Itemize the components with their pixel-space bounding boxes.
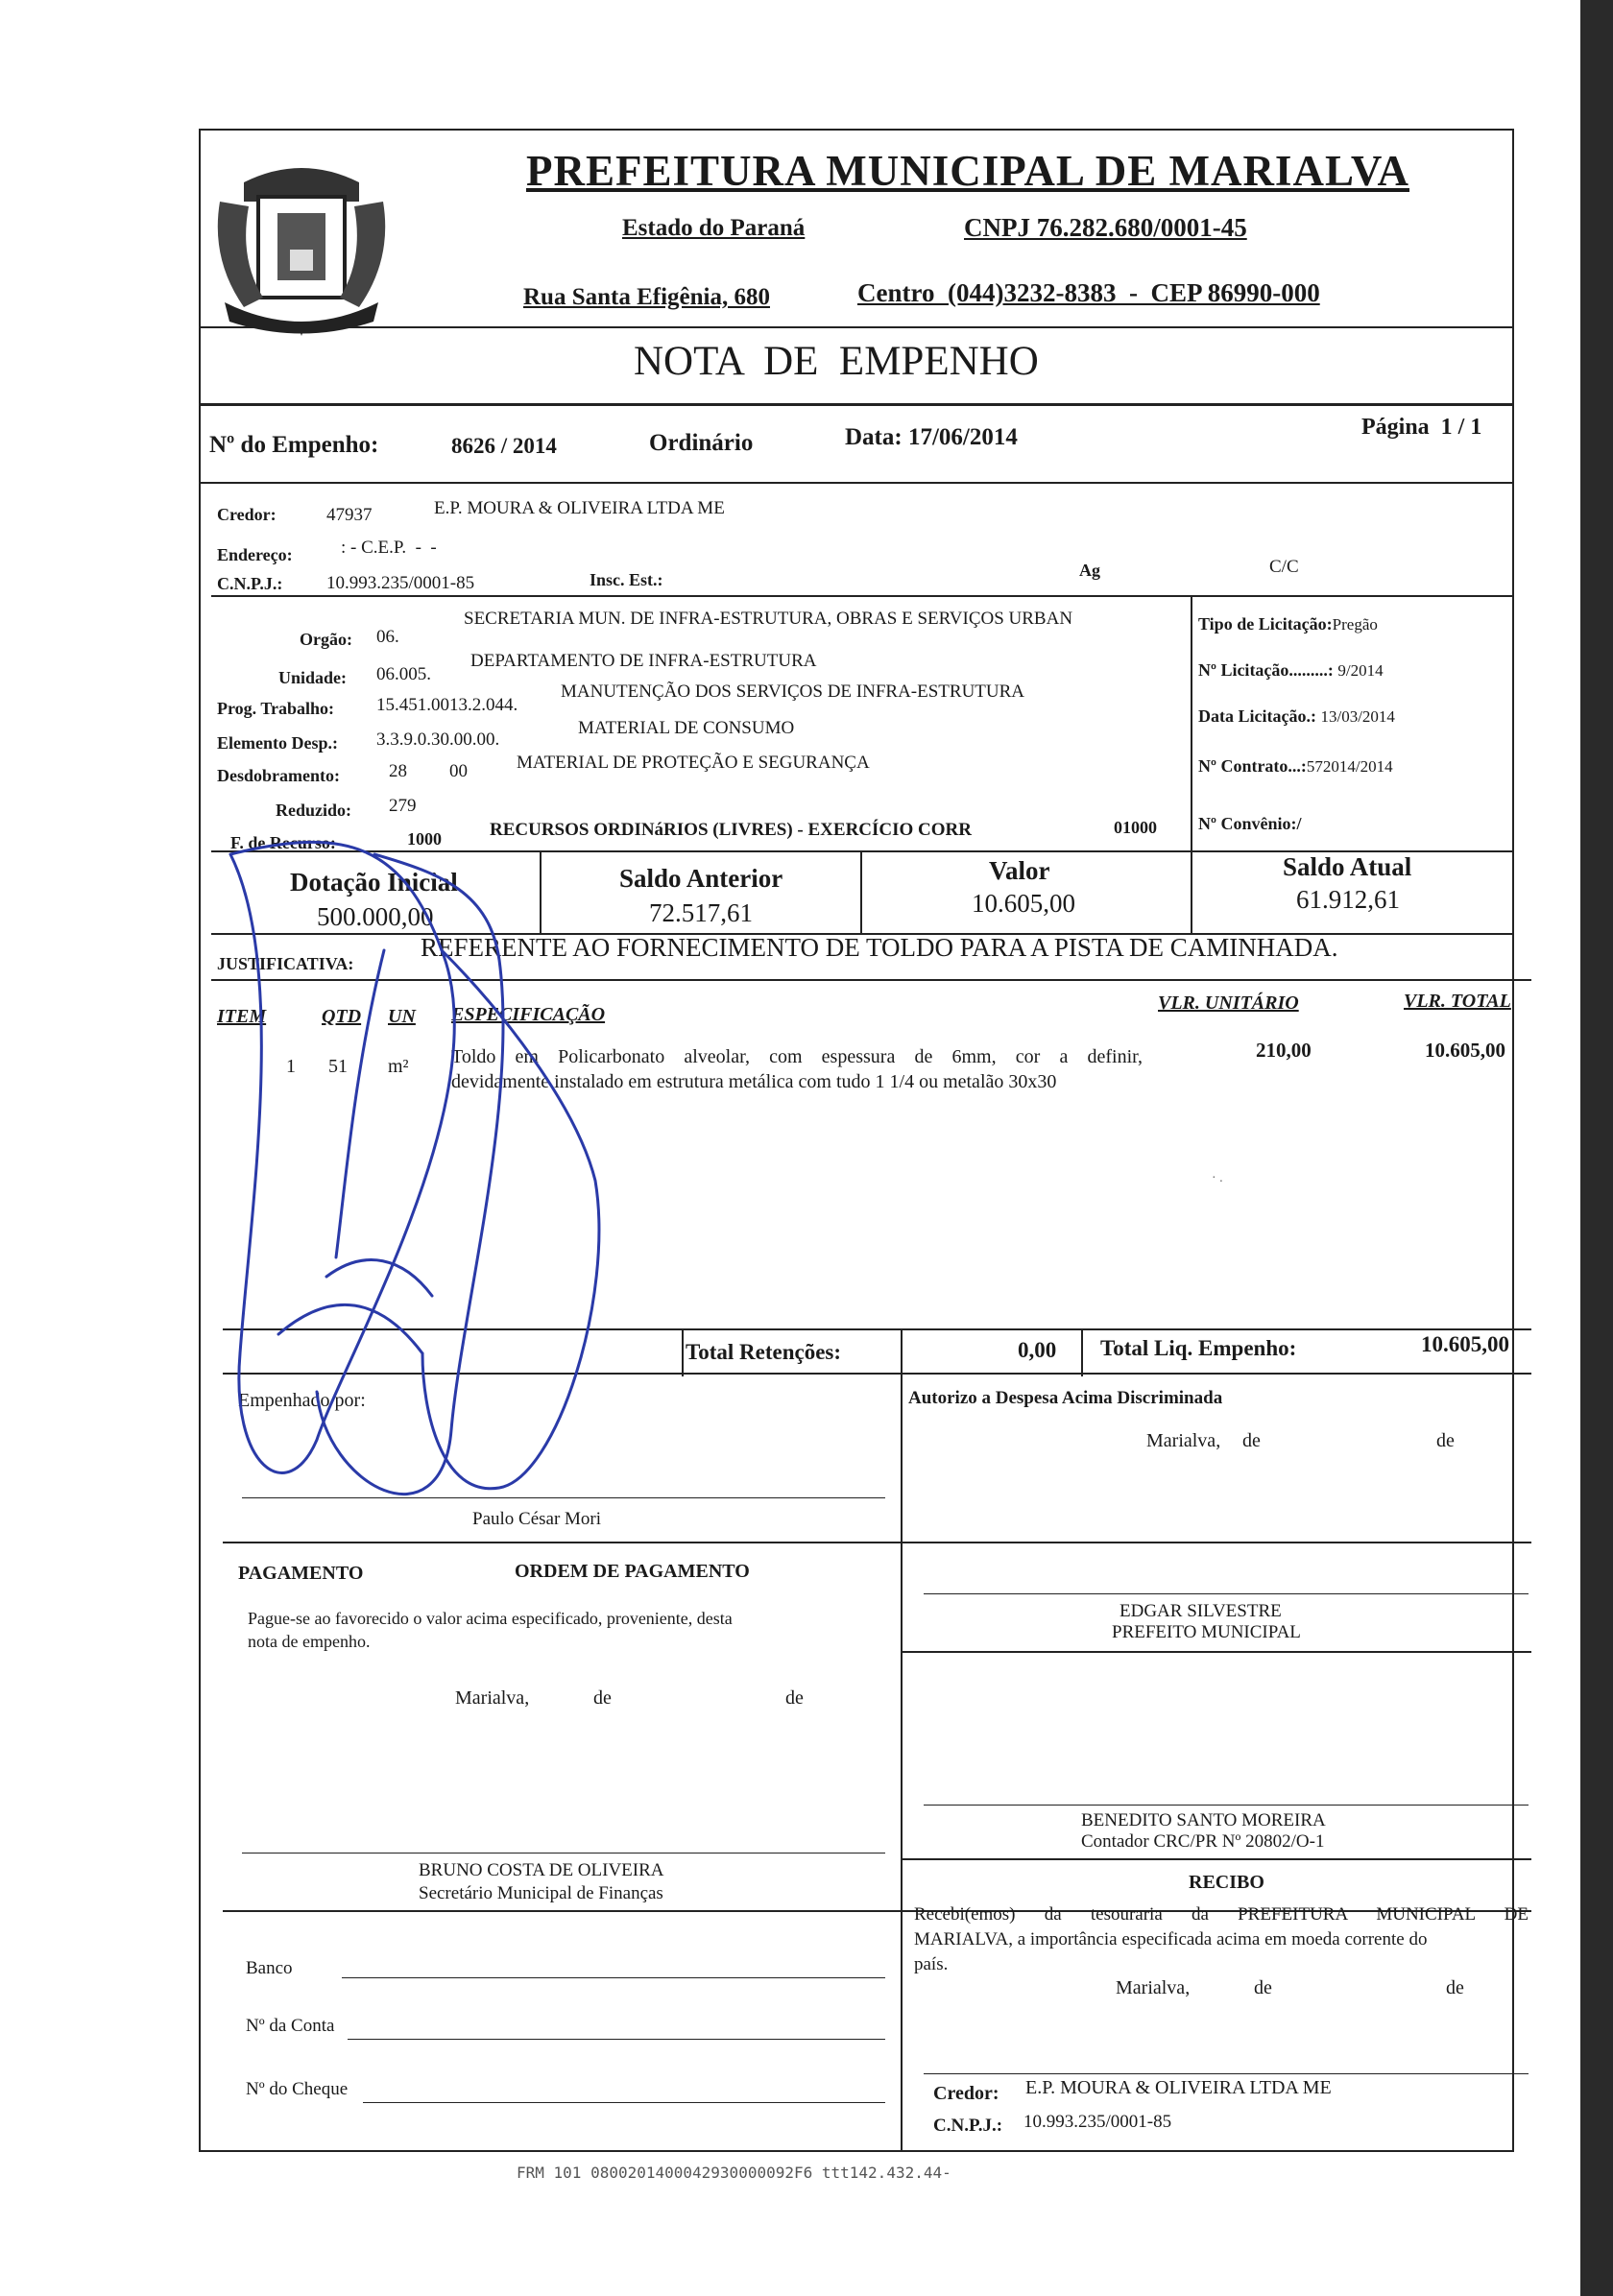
- state-label: Estado do Paraná: [622, 215, 806, 241]
- unidade-label: Unidade:: [278, 668, 348, 687]
- col-vlr-total: VLR. TOTAL: [1404, 991, 1511, 1012]
- cheque-label[interactable]: Nº do Cheque: [246, 2079, 349, 2099]
- item-unit-value: 210,00: [1256, 1039, 1312, 1062]
- recibo-cnpj-label: C.N.P.J.:: [933, 2116, 1003, 2136]
- autorizo-place: Marialva,: [1146, 1430, 1221, 1451]
- insc-est-label: Insc. Est.:: [590, 570, 663, 589]
- item-un: m²: [388, 1056, 409, 1077]
- item-qtd: 51: [328, 1056, 348, 1077]
- recibo-place: Marialva,: [1116, 1977, 1191, 1998]
- document-title: NOTA DE EMPENHO: [634, 339, 1039, 384]
- convenio-label: Nº Convênio:/: [1198, 814, 1302, 833]
- footer-code: FRM 101 0800201400042930000092F6 ttt142.432.44-: [517, 2164, 951, 2182]
- conta-field[interactable]: [348, 2039, 885, 2040]
- recurso-desc: RECURSOS ORDINáRIOS (LIVRES) - EXERCÍCIO CORR: [490, 820, 972, 840]
- municipality-title: PREFEITURA MUNICIPAL DE MARIALVA: [526, 147, 1410, 195]
- credor-name: E.P. MOURA & OLIVEIRA LTDA ME: [434, 498, 725, 518]
- cnpj-credor-label: C.N.P.J.:: [217, 574, 283, 593]
- item-total-value: 10.605,00: [1425, 1039, 1505, 1062]
- page-number: Página 1 / 1: [1361, 415, 1482, 440]
- banco-field[interactable]: [342, 1977, 885, 1978]
- prog-label: Prog. Trabalho:: [217, 699, 335, 718]
- recurso-label: F. de Recurso:: [230, 833, 336, 852]
- banco-label[interactable]: Banco: [246, 1958, 293, 1978]
- col-un: UN: [388, 1006, 416, 1027]
- endereco-value: : - C.E.P. - -: [341, 538, 437, 558]
- cnpj-label: CNPJ 76.282.680/0001-45: [964, 213, 1247, 242]
- saldo-anterior-label: Saldo Anterior: [619, 864, 783, 893]
- orgao-code: 06.: [376, 627, 399, 647]
- contador-name: BENEDITO SANTO MOREIRA: [1081, 1810, 1326, 1830]
- credor-label: Credor:: [217, 505, 277, 524]
- recurso-number: 01000: [1114, 818, 1157, 837]
- cnpj-credor-value: 10.993.235/0001-85: [326, 573, 475, 593]
- autorizo-label: Autorizo a Despesa Acima Discriminada: [908, 1388, 1223, 1408]
- item-number: 1: [286, 1056, 296, 1077]
- elemento-desc: MATERIAL DE CONSUMO: [578, 718, 795, 738]
- recibo-text-2: MARIALVA, a importância especificada acima em moeda corrente do: [914, 1929, 1428, 1949]
- unidade-desc: DEPARTAMENTO DE INFRA-ESTRUTURA: [470, 651, 817, 671]
- saldo-atual-value: 61.912,61: [1296, 885, 1400, 914]
- recibo-credor-value: E.P. MOURA & OLIVEIRA LTDA ME: [1025, 2077, 1332, 2098]
- prog-code: 15.451.0013.2.044.: [376, 695, 518, 715]
- contrato-label: Nº Contrato...:572014/2014: [1198, 756, 1393, 776]
- elemento-label: Elemento Desp.:: [217, 733, 338, 753]
- pagamento-text-1: Pague-se ao favorecido o valor acima especificado, proveniente, desta: [248, 1609, 733, 1628]
- item-spec-line2: devidamente instalado em estrutura metálica com tudo 1 1/4 ou metalão 30x30: [451, 1071, 1057, 1092]
- valor-value: 10.605,00: [972, 889, 1075, 918]
- ag-label: Ag: [1079, 561, 1100, 580]
- empenho-type: Ordinário: [649, 430, 754, 456]
- pagamento-de-1: de: [593, 1687, 612, 1709]
- desdobramento-code: 28: [389, 761, 407, 781]
- orgao-desc: SECRETARIA MUN. DE INFRA-ESTRUTURA, OBRAS E SERVIÇOS URBAN: [464, 609, 1073, 629]
- desdobramento-label: Desdobramento:: [217, 766, 340, 785]
- saldo-anterior-value: 72.517,61: [649, 898, 753, 927]
- prog-desc: MANUTENÇÃO DOS SERVIÇOS DE INFRA-ESTRUTURA: [561, 682, 1025, 702]
- prefeito-title: PREFEITO MUNICIPAL: [1112, 1622, 1301, 1642]
- unidade-code: 06.005.: [376, 664, 431, 684]
- empenho-number: 8626 / 2014: [451, 434, 557, 458]
- pagamento-text-2: nota de empenho.: [248, 1632, 371, 1651]
- credor-code: 47937: [326, 505, 373, 525]
- item-spec-line1: Toldo em Policarbonato alveolar, com espessura de 6mm, cor a definir,: [451, 1046, 1143, 1067]
- orgao-label: Orgão:: [300, 630, 352, 649]
- col-item: ITEM: [217, 1006, 267, 1027]
- prefeito-name: EDGAR SILVESTRE: [1119, 1601, 1282, 1621]
- endereco-label: Endereço:: [217, 545, 293, 564]
- autorizo-de-2: de: [1436, 1430, 1455, 1451]
- conta-label[interactable]: Nº da Conta: [246, 2016, 335, 2036]
- pagamento-place: Marialva,: [455, 1687, 530, 1709]
- desdobramento-desc: MATERIAL DE PROTEÇÃO E SEGURANÇA: [517, 753, 870, 773]
- dotacao-label: Dotação Inicial: [290, 868, 458, 897]
- empenhado-name: Paulo César Mori: [472, 1509, 602, 1529]
- elemento-code: 3.3.9.0.30.00.00.: [376, 729, 500, 750]
- col-qtd: QTD: [322, 1006, 362, 1027]
- page-edge-right: [1580, 0, 1613, 2296]
- desdobramento-sub: 00: [449, 761, 468, 781]
- ordem-pagamento-label: ORDEM DE PAGAMENTO: [515, 1561, 750, 1582]
- justificativa-label: JUSTIFICATIVA:: [217, 954, 354, 973]
- empenho-date: Data: 17/06/2014: [845, 424, 1018, 450]
- scan-mark: · .: [1212, 1171, 1223, 1185]
- reduzido-label: Reduzido:: [276, 801, 352, 820]
- recibo-de-2: de: [1446, 1977, 1464, 1998]
- recibo-text-1: Recebi(emos) da tesouraria da PREFEITURA MUNICIPAL DE: [914, 1904, 1529, 1925]
- recibo-credor-label: Credor:: [933, 2083, 999, 2104]
- coat-of-arms-logo: [205, 144, 397, 336]
- tipo-licitacao-label: Tipo de Licitação:Pregão: [1198, 614, 1378, 634]
- valor-label: Valor: [989, 856, 1050, 885]
- recurso-code: 1000: [407, 829, 442, 849]
- justificativa-text: REFERENTE AO FORNECIMENTO DE TOLDO PARA A PISTA DE CAMINHADA.: [421, 933, 1338, 962]
- autorizo-de-1: de: [1242, 1430, 1261, 1451]
- reduzido-value: 279: [389, 796, 417, 816]
- total-liquido-label: Total Liq. Empenho:: [1100, 1336, 1297, 1360]
- total-retencoes-label: Total Retenções:: [686, 1340, 842, 1364]
- secretario-title: Secretário Municipal de Finanças: [419, 1883, 663, 1903]
- total-liquido-value: 10.605,00: [1421, 1332, 1509, 1356]
- total-retencoes-value: 0,00: [1018, 1338, 1057, 1362]
- data-licitacao-label: Data Licitação.: 13/03/2014: [1198, 706, 1395, 726]
- recibo-title: RECIBO: [1189, 1872, 1264, 1893]
- pagamento-label: PAGAMENTO: [238, 1563, 364, 1584]
- saldo-atual-label: Saldo Atual: [1283, 852, 1412, 881]
- contador-title: Contador CRC/PR Nº 20802/O-1: [1081, 1831, 1325, 1852]
- address-rest-label: Centro (044)3232-8383 - CEP 86990-000: [857, 278, 1320, 307]
- recibo-text-3: país.: [914, 1954, 949, 1974]
- dotacao-value: 500.000,00: [317, 902, 434, 931]
- recibo-de-1: de: [1254, 1977, 1272, 1998]
- numero-licitacao-label: Nº Licitação.........: 9/2014: [1198, 660, 1384, 680]
- cc-label: C/C: [1269, 557, 1299, 577]
- secretario-name: BRUNO COSTA DE OLIVEIRA: [419, 1860, 664, 1880]
- col-especificacao: ESPECIFICAÇÃO: [451, 1004, 606, 1025]
- col-vlr-unitario: VLR. UNITÁRIO: [1158, 993, 1299, 1014]
- empenhado-label: Empenhado por:: [238, 1390, 366, 1411]
- recibo-cnpj-value: 10.993.235/0001-85: [1023, 2112, 1172, 2132]
- cheque-field[interactable]: [363, 2102, 885, 2103]
- street-label: Rua Santa Efigênia, 680: [523, 284, 770, 310]
- empenho-label: Nº do Empenho:: [209, 432, 379, 458]
- pagamento-de-2: de: [785, 1687, 804, 1709]
